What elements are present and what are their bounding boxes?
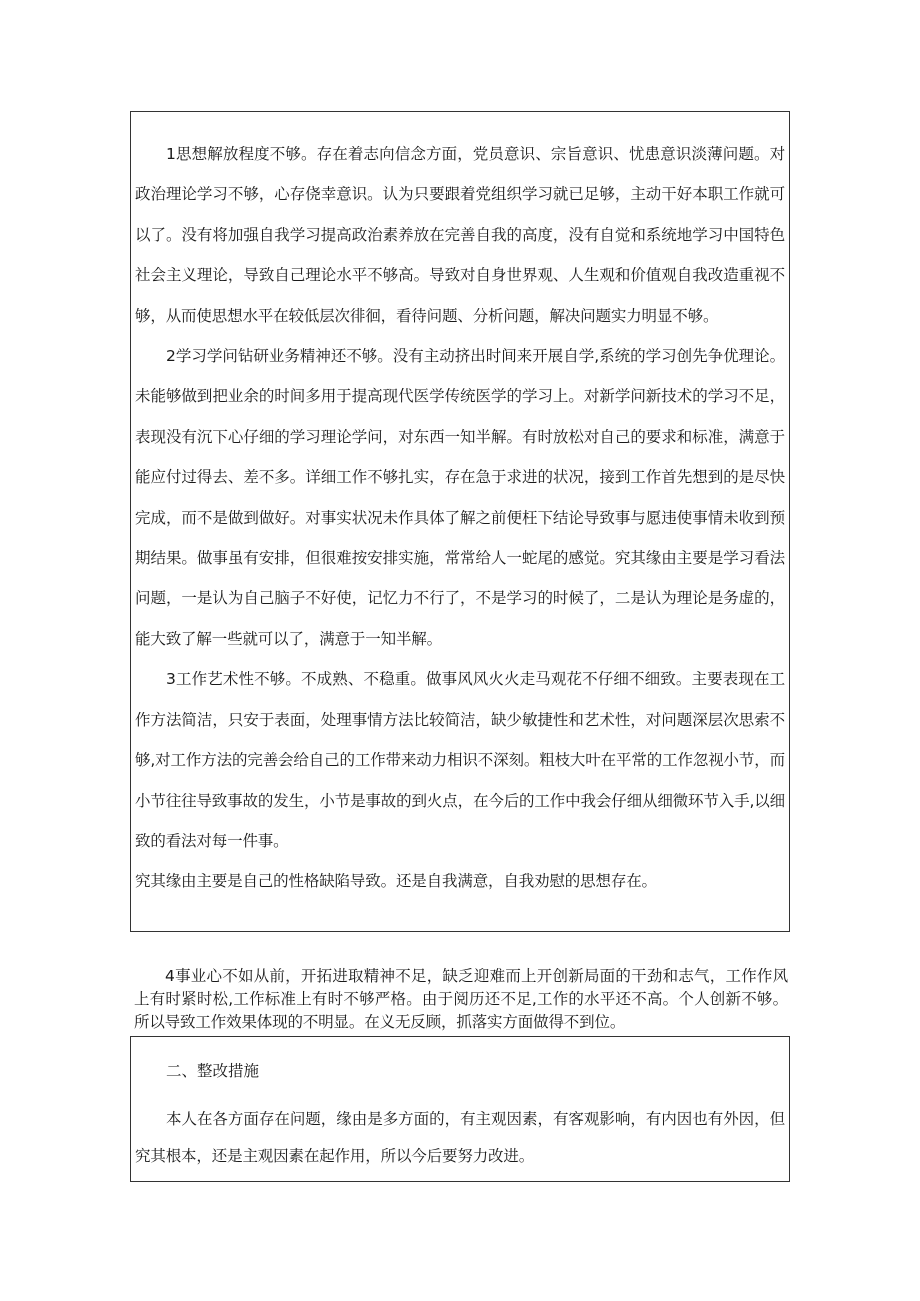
text-box-rectification — [130, 1036, 790, 1182]
paragraph-dedication: 4事业心不如从前，开拓进取精神不足，缺乏迎难而上开创新局面的干劲和志气，工作作风上有时紧时松,工作标准上有时不够严格。由于阅历还不足,工作的水平还不高。个人创新不够。所以导致工作效果体现的不明显。在义无反顾，抓落实方面做得不到位。 — [134, 967, 788, 1031]
paragraph-study: 2学习学问钻研业务精神还不够。没有主动挤出时间来开展自学,系统的学习创先争优理论。未能够做到把业余的时间多用于提高现代医学传统医学的学习上。对新学问新技术的学习不足，表现没有沉下心仔细的学习理论学问，对东西一知半解。有时放松对自己的要求和标准，满意于能应付过得去、差不多。详细工作不够扎实，存在急于求进的状况，接到工作首先想到的是尽快完成，而不是做到做好。对事实状况未作具体了解之前便枉下结论导致事与愿违使事情未收到预期结果。做事虽有安排，但很难按安排实施，常常给人一蛇尾的感觉。究其缘由主要是学习看法问题，一是认为自己脑子不好使，记忆力不行了，不是学习的时候了，二是认为理论是务虚的，能大致了解一些就可以了，满意于一知半解。 — [135, 347, 785, 648]
section-heading-rectification: 二、整改措施 — [166, 1062, 260, 1080]
text-box-problems — [130, 111, 790, 932]
paragraph-work-artistry: 3工作艺术性不够。不成熟、不稳重。做事风风火火走马观花不仔细不细致。主要表现在工作方法简洁，只安于表面，处理事情方法比较简洁，缺少敏捷性和艺术性，对问题深层次思索不够,对工作方法的完善会给自己的工作带来动力相识不深刻。粗枝大叶在平常的工作忽视小节，而小节往往导致事故的发生，小节是事故的到火点，在今后的工作中我会仔细从细微环节入手,以细致的看法对每一件事。 — [135, 670, 785, 850]
paragraph-rectification: 本人在各方面存在问题，缘由是多方面的，有主观因素，有客观影响，有内因也有外因，但究其根本，还是主观因素在起作用，所以今后要努力改进。 — [135, 1110, 785, 1165]
paragraph-work-artistry-cause: 究其缘由主要是自己的性格缺陷导致。还是自我满意，自我劝慰的思想存在。 — [135, 872, 657, 891]
paragraph-ideology: 1思想解放程度不够。存在着志向信念方面，党员意识、宗旨意识、忧患意识淡薄问题。对政治理论学习不够，心存侥幸意识。认为只要跟着党组织学习就已足够，主动干好本职工作就可以了。没有将加强自我学习提高政治素养放在完善自我的高度，没有自觉和系统地学习中国特色社会主义理论，导致自己理论水平不够高。导致对自身世界观、人生观和价值观自我改造重视不够，从而使思想水平在较低层次徘徊，看待问题、分析问题，解决问题实力明显不够。 — [135, 145, 785, 325]
